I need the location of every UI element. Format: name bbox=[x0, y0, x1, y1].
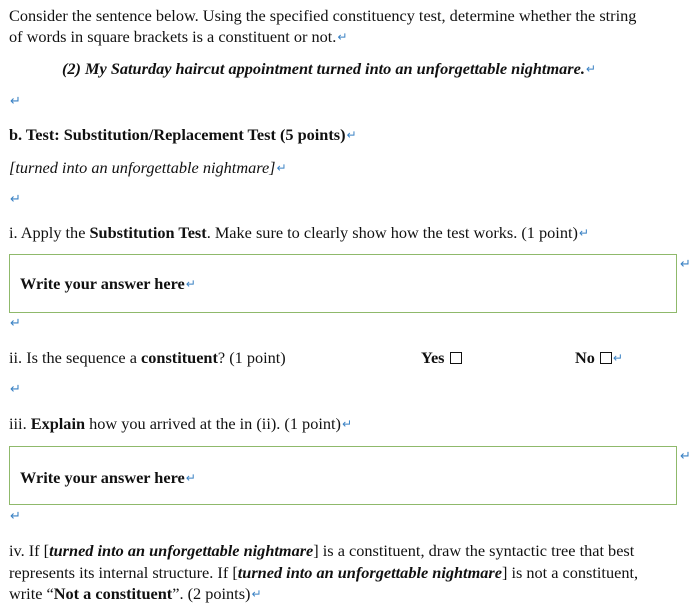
question-4-line-2: represents its internal structure. If [turned into an unforgettable nightmare] is not a constituent, bbox=[9, 563, 639, 582]
return-icon: ↵ bbox=[10, 509, 21, 524]
question-4-line-3: write “Not a constituent”. (2 points)↵ bbox=[9, 584, 262, 603]
return-icon: ↵ bbox=[10, 192, 21, 207]
return-icon: ↵ bbox=[337, 30, 348, 44]
answer-placeholder-1: Write your answer here↵ bbox=[20, 274, 196, 293]
return-icon: ↵ bbox=[185, 277, 196, 291]
return-icon: ↵ bbox=[10, 382, 21, 397]
return-icon: ↵ bbox=[185, 471, 196, 485]
yes-option[interactable]: Yes bbox=[421, 348, 462, 368]
answer-placeholder-2: Write your answer here↵ bbox=[20, 468, 196, 487]
return-icon: ↵ bbox=[680, 257, 691, 272]
question-2: ii. Is the sequence a constituent? (1 point) bbox=[9, 348, 286, 367]
yes-checkbox[interactable] bbox=[450, 352, 462, 364]
return-icon: ↵ bbox=[585, 62, 596, 76]
return-icon: ↵ bbox=[680, 449, 691, 464]
return-icon: ↵ bbox=[10, 94, 21, 109]
question-3: iii. Explain how you arrived at the in (ii). (1 point)↵ bbox=[9, 414, 353, 433]
no-option[interactable]: No ↵ bbox=[575, 348, 623, 367]
intro-line-2: of words in square brackets is a constituent or not.↵ bbox=[9, 27, 348, 46]
return-icon: ↵ bbox=[10, 316, 21, 331]
section-heading: b. Test: Substitution/Replacement Test (5 points)↵ bbox=[9, 125, 357, 144]
answer-box-2[interactable] bbox=[9, 446, 677, 505]
return-icon: ↵ bbox=[341, 417, 353, 431]
bracketed-phrase: [turned into an unforgettable nightmare]↵ bbox=[9, 158, 287, 177]
return-icon: ↵ bbox=[276, 161, 287, 175]
return-icon: ↵ bbox=[578, 226, 589, 240]
intro-line-1: Consider the sentence below. Using the specified constituency test, determine whether the string bbox=[9, 6, 637, 25]
question-4-line-1: iv. If [turned into an unforgettable nightmare] is a constituent, draw the syntactic tree that best bbox=[9, 541, 635, 560]
return-icon: ↵ bbox=[251, 587, 262, 601]
return-icon: ↵ bbox=[346, 128, 357, 142]
return-icon: ↵ bbox=[612, 351, 623, 365]
answer-box-1[interactable] bbox=[9, 254, 677, 313]
example-sentence: (2) My Saturday haircut appointment turned into an unforgettable nightmare.↵ bbox=[62, 59, 596, 78]
question-1: i. Apply the Substitution Test. Make sure to clearly show how the test works. (1 point)↵ bbox=[9, 223, 589, 242]
no-checkbox[interactable] bbox=[600, 352, 612, 364]
